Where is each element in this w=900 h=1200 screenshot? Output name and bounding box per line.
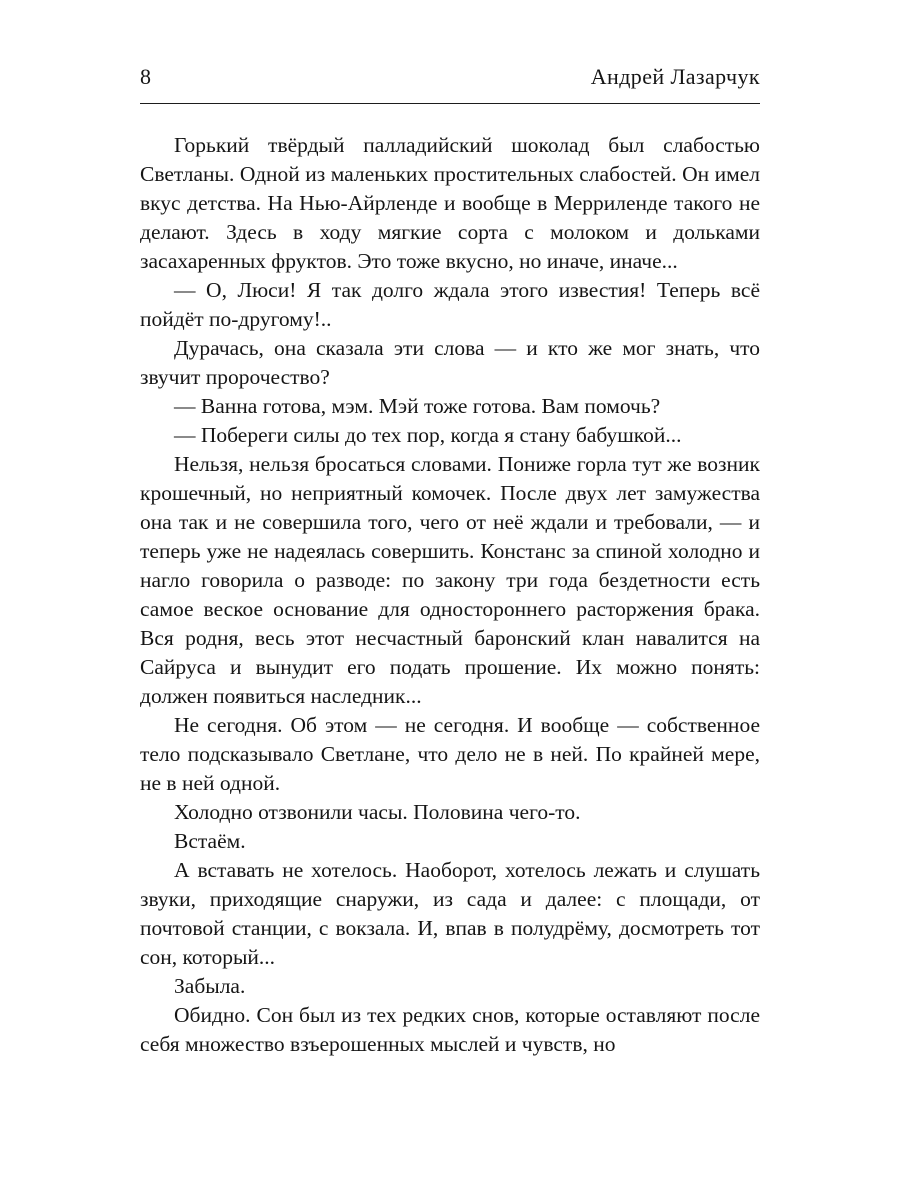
running-title: Андрей Лазарчук bbox=[590, 64, 760, 89]
paragraph-dialogue: — Ванна готова, мэм. Мэй тоже готова. Вам помочь? bbox=[174, 394, 661, 418]
paragraph: Нельзя, нельзя бросаться словами. Пониже горла тут же возник крошечный, но неприятный комочек. После двух лет замужества она так и не совершила того, чего от неё ждали и требовали, — и теперь уже не надеялась совершить. Констанс за спиной холодно и нагло говорила о разводе: по закону три года бездетности есть самое веское основание для одностороннего расторжения брака. Вся родня, весь этот несчастный баронский клан навалится на Сайруса и вынудит его подать прошение. Их можно понять: должен появиться наследник... bbox=[140, 452, 760, 708]
paragraph: Дурачась, она сказала эти слова — и кто же мог знать, что звучит пророчество? bbox=[140, 336, 760, 389]
paragraph: Забыла. bbox=[174, 974, 246, 998]
paragraph: Обидно. Сон был из тех редких снов, которые оставляют после себя множество взъерошенных мыслей и чувств, но bbox=[140, 1003, 760, 1056]
paragraph: Холодно отзвонили часы. Половина чего-то. bbox=[174, 800, 581, 824]
page-number: 8 bbox=[140, 64, 152, 89]
paragraph: Не сегодня. Об этом — не сегодня. И вообще — собственное тело подсказывало Светлане, что дело не в ней. По крайней мере, не в ней одной. bbox=[140, 713, 760, 795]
paragraph: Встаём. bbox=[174, 829, 246, 853]
paragraph: А вставать не хотелось. Наоборот, хотелось лежать и слушать звуки, приходящие снаружи, из сада и далее: с площади, от почтовой станции, с вокзала. И, впав в полудрёму, досмотреть тот сон, который... bbox=[140, 858, 760, 969]
page-body bbox=[140, 131, 760, 1059]
paragraph: Горький твёрдый палладийский шоколад был слабостью Светланы. Одной из маленьких простительных слабостей. Он имел вкус детства. На Нью-Айрленде и вообще в Мерриленде такого не делают. Здесь в ходу мягкие сорта с молоком и дольками засахаренных фруктов. Это тоже вкусно, но иначе, иначе... bbox=[140, 133, 760, 273]
paragraph-dialogue: — О, Люси! Я так долго ждала этого известия! Теперь всё пойдёт по-другому!.. bbox=[140, 278, 760, 331]
paragraph-dialogue: — Побереги силы до тех пор, когда я стану бабушкой... bbox=[174, 423, 682, 447]
page-header bbox=[140, 64, 760, 104]
